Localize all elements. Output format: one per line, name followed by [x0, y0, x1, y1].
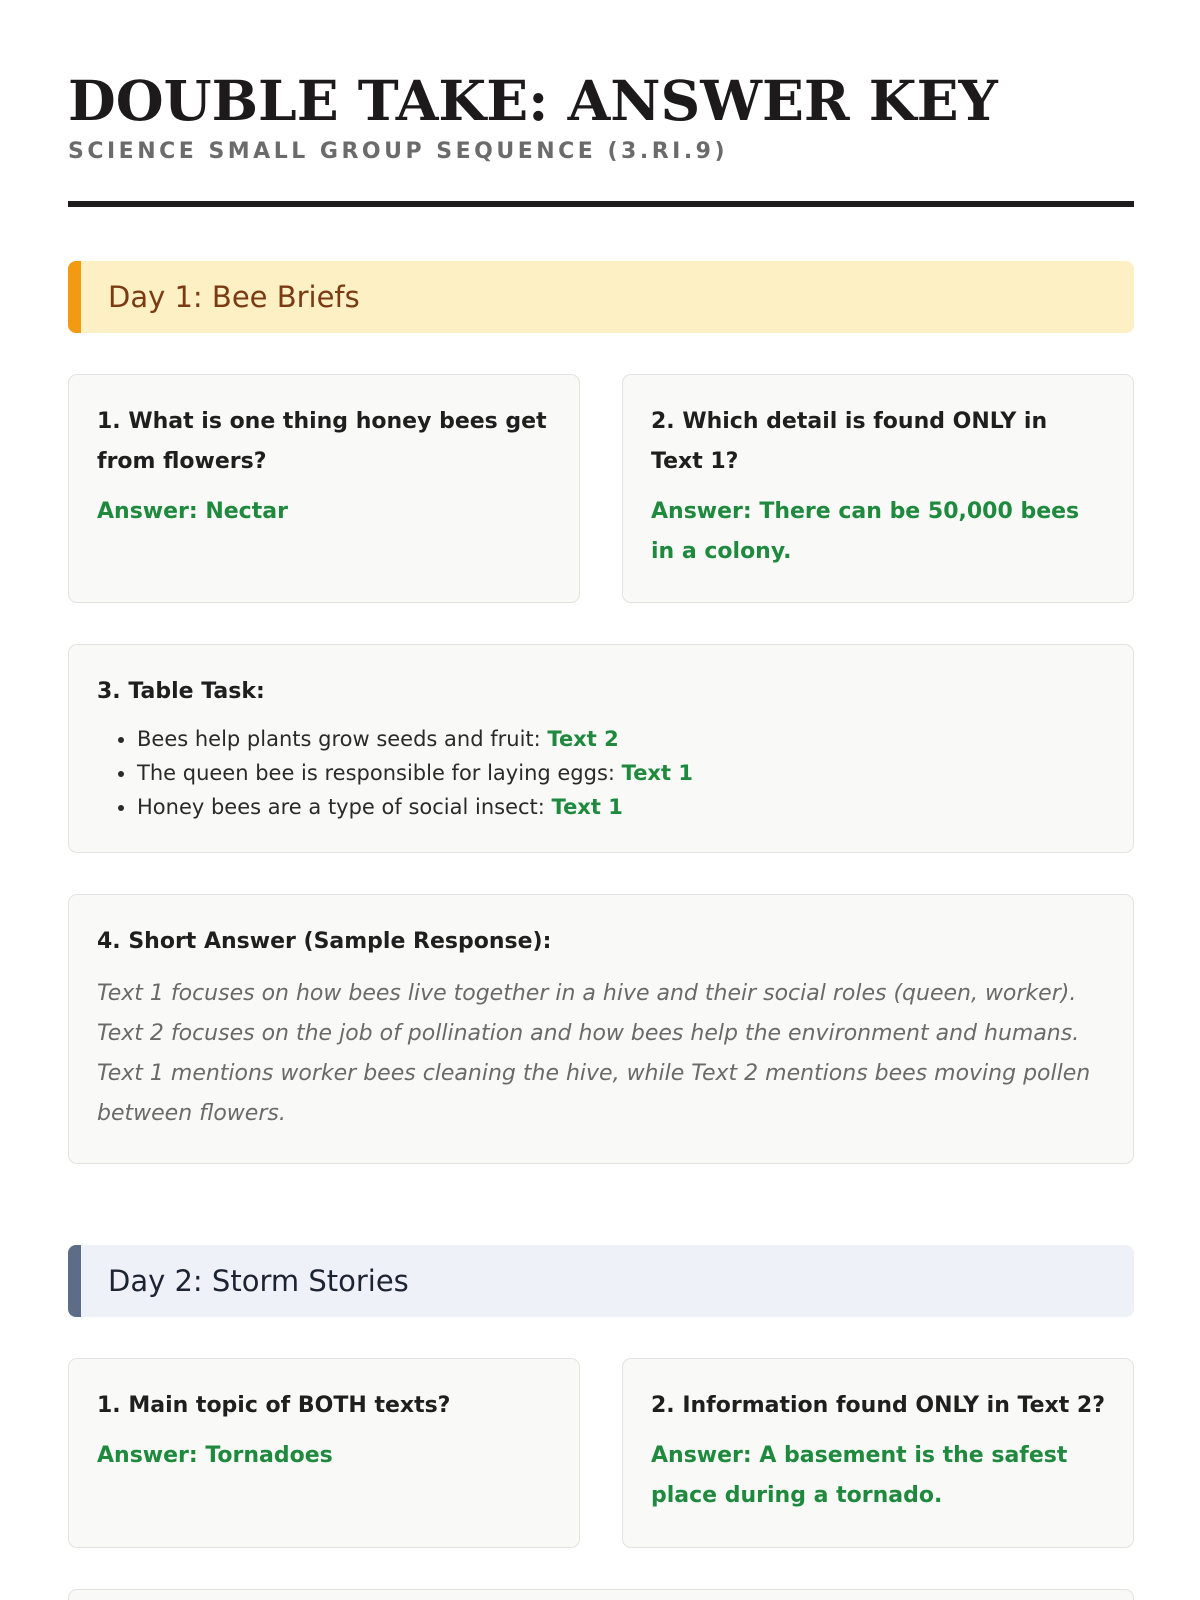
day1-q2-answer: Answer: There can be 50,000 bees in a colony. [651, 499, 1080, 564]
day1-q1-question: 1. What is one thing honey bees get from flowers? [97, 409, 547, 474]
list-item-answer: Text 1 [621, 761, 693, 785]
list-item [137, 756, 1105, 790]
day1-question-2-card [622, 374, 1134, 603]
day2-q1-answer: Answer: Tornadoes [97, 1443, 333, 1468]
list-item-text: The queen bee is responsible for laying eggs: [137, 761, 622, 785]
day2-q1-question: 1. Main topic of BOTH texts? [97, 1393, 451, 1418]
page-subtitle: SCIENCE SMALL GROUP SEQUENCE (3.RI.9) [68, 139, 729, 164]
list-item-text: Bees help plants grow seeds and fruit: [137, 727, 548, 751]
day2-question-1-card [68, 1358, 580, 1548]
sample-response: Text 1 focuses on how bees live together in a hive and their social roles (queen, worker). Text 2 focuses on the job of pollination and how bees help the environment and humans. Text 1 mentions worker bees cleaning the hive, while Text 2 mentions bees moving pollen between flowers. [97, 981, 1091, 1126]
day1-heading: Day 1: Bee Briefs [68, 261, 1134, 333]
day1-question-3-card [68, 644, 1134, 853]
day2-next-card [68, 1589, 1134, 1600]
day2-q2-question: 2. Information found ONLY in Text 2? [651, 1393, 1105, 1418]
day2-question-2-card [622, 1358, 1134, 1548]
day2-q2-answer: Answer: A basement is the safest place during a tornado. [651, 1443, 1068, 1508]
day1-question-4-card [68, 894, 1134, 1164]
day2-heading: Day 2: Storm Stories [68, 1245, 1134, 1317]
list-item-text: Honey bees are a type of social insect: [137, 795, 552, 819]
header-divider [68, 201, 1134, 207]
list-item [137, 790, 1105, 824]
page-title: DOUBLE TAKE: ANSWER KEY [68, 68, 998, 133]
list-item [137, 722, 1105, 756]
day1-q4-question: 4. Short Answer (Sample Response): [97, 929, 552, 954]
day1-q2-question: 2. Which detail is found ONLY in Text 1? [651, 409, 1048, 474]
table-task-list [97, 722, 1105, 824]
list-item-answer: Text 1 [551, 795, 623, 819]
day1-q3-question: 3. Table Task: [97, 679, 265, 704]
day1-q1-answer: Answer: Nectar [97, 499, 288, 524]
list-item-answer: Text 2 [547, 727, 619, 751]
day1-question-1-card [68, 374, 580, 603]
